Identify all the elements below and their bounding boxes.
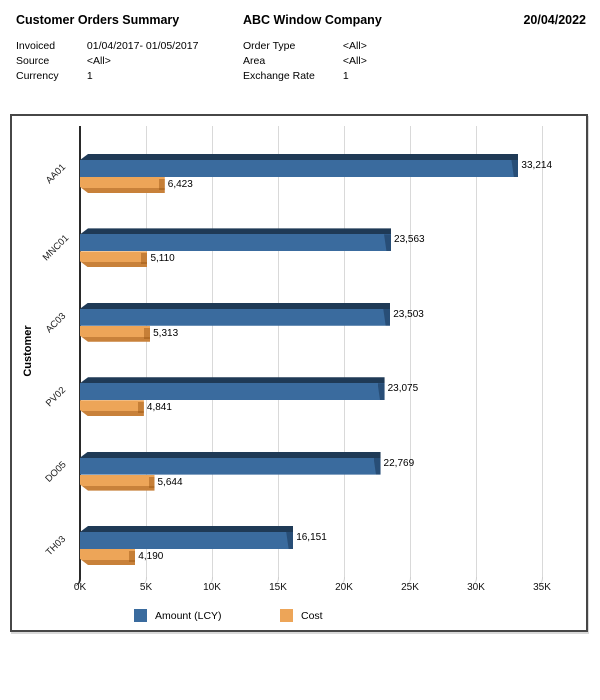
legend-swatch-cost <box>280 609 293 622</box>
amount-bar <box>80 377 385 400</box>
filter-label: Exchange Rate <box>243 70 315 82</box>
amount-bar <box>80 228 391 251</box>
gridline <box>542 126 543 577</box>
x-tick-label: 10K <box>203 582 221 593</box>
cost-value-label: 5,313 <box>153 327 179 339</box>
amount-bar <box>80 154 518 177</box>
legend-item-cost <box>280 609 323 622</box>
filter-value: 1 <box>86 70 93 82</box>
cost-value-label: 4,190 <box>138 551 164 562</box>
category-label: AA01 <box>43 161 69 187</box>
legend-label-amount: Amount (LCY) <box>155 609 222 622</box>
gridline <box>278 126 279 577</box>
plot-area <box>12 116 586 630</box>
filter-label: Currency <box>16 70 59 82</box>
amount-value-label: 23,563 <box>394 234 425 246</box>
x-tick-label: 5K <box>139 582 153 593</box>
filter-summary-right <box>243 39 367 84</box>
amount-bar <box>80 303 390 326</box>
legend-item-amount <box>134 609 222 622</box>
filter-value: <All> <box>86 55 111 67</box>
category-label: PV02 <box>43 385 69 410</box>
filter-label: Source <box>16 55 50 67</box>
amount-value-label: 23,503 <box>393 308 424 320</box>
legend-label-cost: Cost <box>301 609 323 622</box>
cost-bar <box>80 400 144 416</box>
cost-value-label: 5,644 <box>157 476 183 488</box>
filter-row-source <box>16 54 198 69</box>
filter-row-area <box>243 54 367 69</box>
x-tick-label: 15K <box>269 582 287 593</box>
y-axis-line <box>79 126 81 577</box>
report-title: Customer Orders Summary <box>16 13 180 27</box>
cost-bar <box>80 549 135 565</box>
chart-container <box>10 114 588 632</box>
cost-value-label: 6,423 <box>167 179 193 190</box>
cost-bar <box>80 326 150 342</box>
filter-row-order-type <box>243 39 367 54</box>
cost-bar <box>80 475 155 491</box>
amount-bar <box>80 526 293 549</box>
gridline <box>344 126 345 577</box>
amount-value-label: 16,151 <box>296 532 327 543</box>
category-label: DO05 <box>43 458 69 485</box>
x-tick-label: 35K <box>533 582 551 593</box>
filter-label: Invoiced <box>16 40 56 52</box>
cost-bar <box>80 251 147 267</box>
gridline <box>476 126 477 577</box>
cost-value-label: 5,110 <box>150 253 175 265</box>
category-label: AC03 <box>43 310 69 336</box>
amount-value-label: 33,214 <box>521 160 553 171</box>
filter-row-currency <box>16 69 198 84</box>
legend-swatch-amount <box>134 609 147 622</box>
filter-label: Area <box>243 55 266 67</box>
company-name: ABC Window Company <box>243 13 382 27</box>
gridline <box>410 126 411 577</box>
filter-value: <All> <box>342 55 367 67</box>
report-date: 20/04/2022 <box>523 13 586 27</box>
gridline <box>212 126 213 577</box>
filter-row-exchange-rate <box>243 69 367 84</box>
amount-value-label: 23,075 <box>387 383 419 395</box>
cost-value-label: 4,841 <box>146 402 172 414</box>
gridline <box>146 126 147 577</box>
filter-value: 1 <box>342 70 349 82</box>
amount-bar <box>80 452 381 475</box>
x-tick-label: 25K <box>401 582 419 593</box>
filter-label: Order Type <box>243 40 296 52</box>
x-tick-label: 20K <box>335 582 353 593</box>
x-tick-label: 30K <box>467 582 485 593</box>
cost-bar <box>80 177 165 193</box>
category-label: MNC01 <box>40 233 72 264</box>
y-axis-title: Customer <box>22 325 34 377</box>
filter-value: 01/04/2017- 01/05/2017 <box>86 40 199 52</box>
category-label: TH03 <box>43 533 69 559</box>
filter-value: <All> <box>342 40 367 52</box>
filter-row-invoiced <box>16 39 198 54</box>
x-tick-label: 0K <box>73 582 87 593</box>
amount-value-label: 22,769 <box>383 457 415 469</box>
filter-summary-left <box>16 39 198 84</box>
